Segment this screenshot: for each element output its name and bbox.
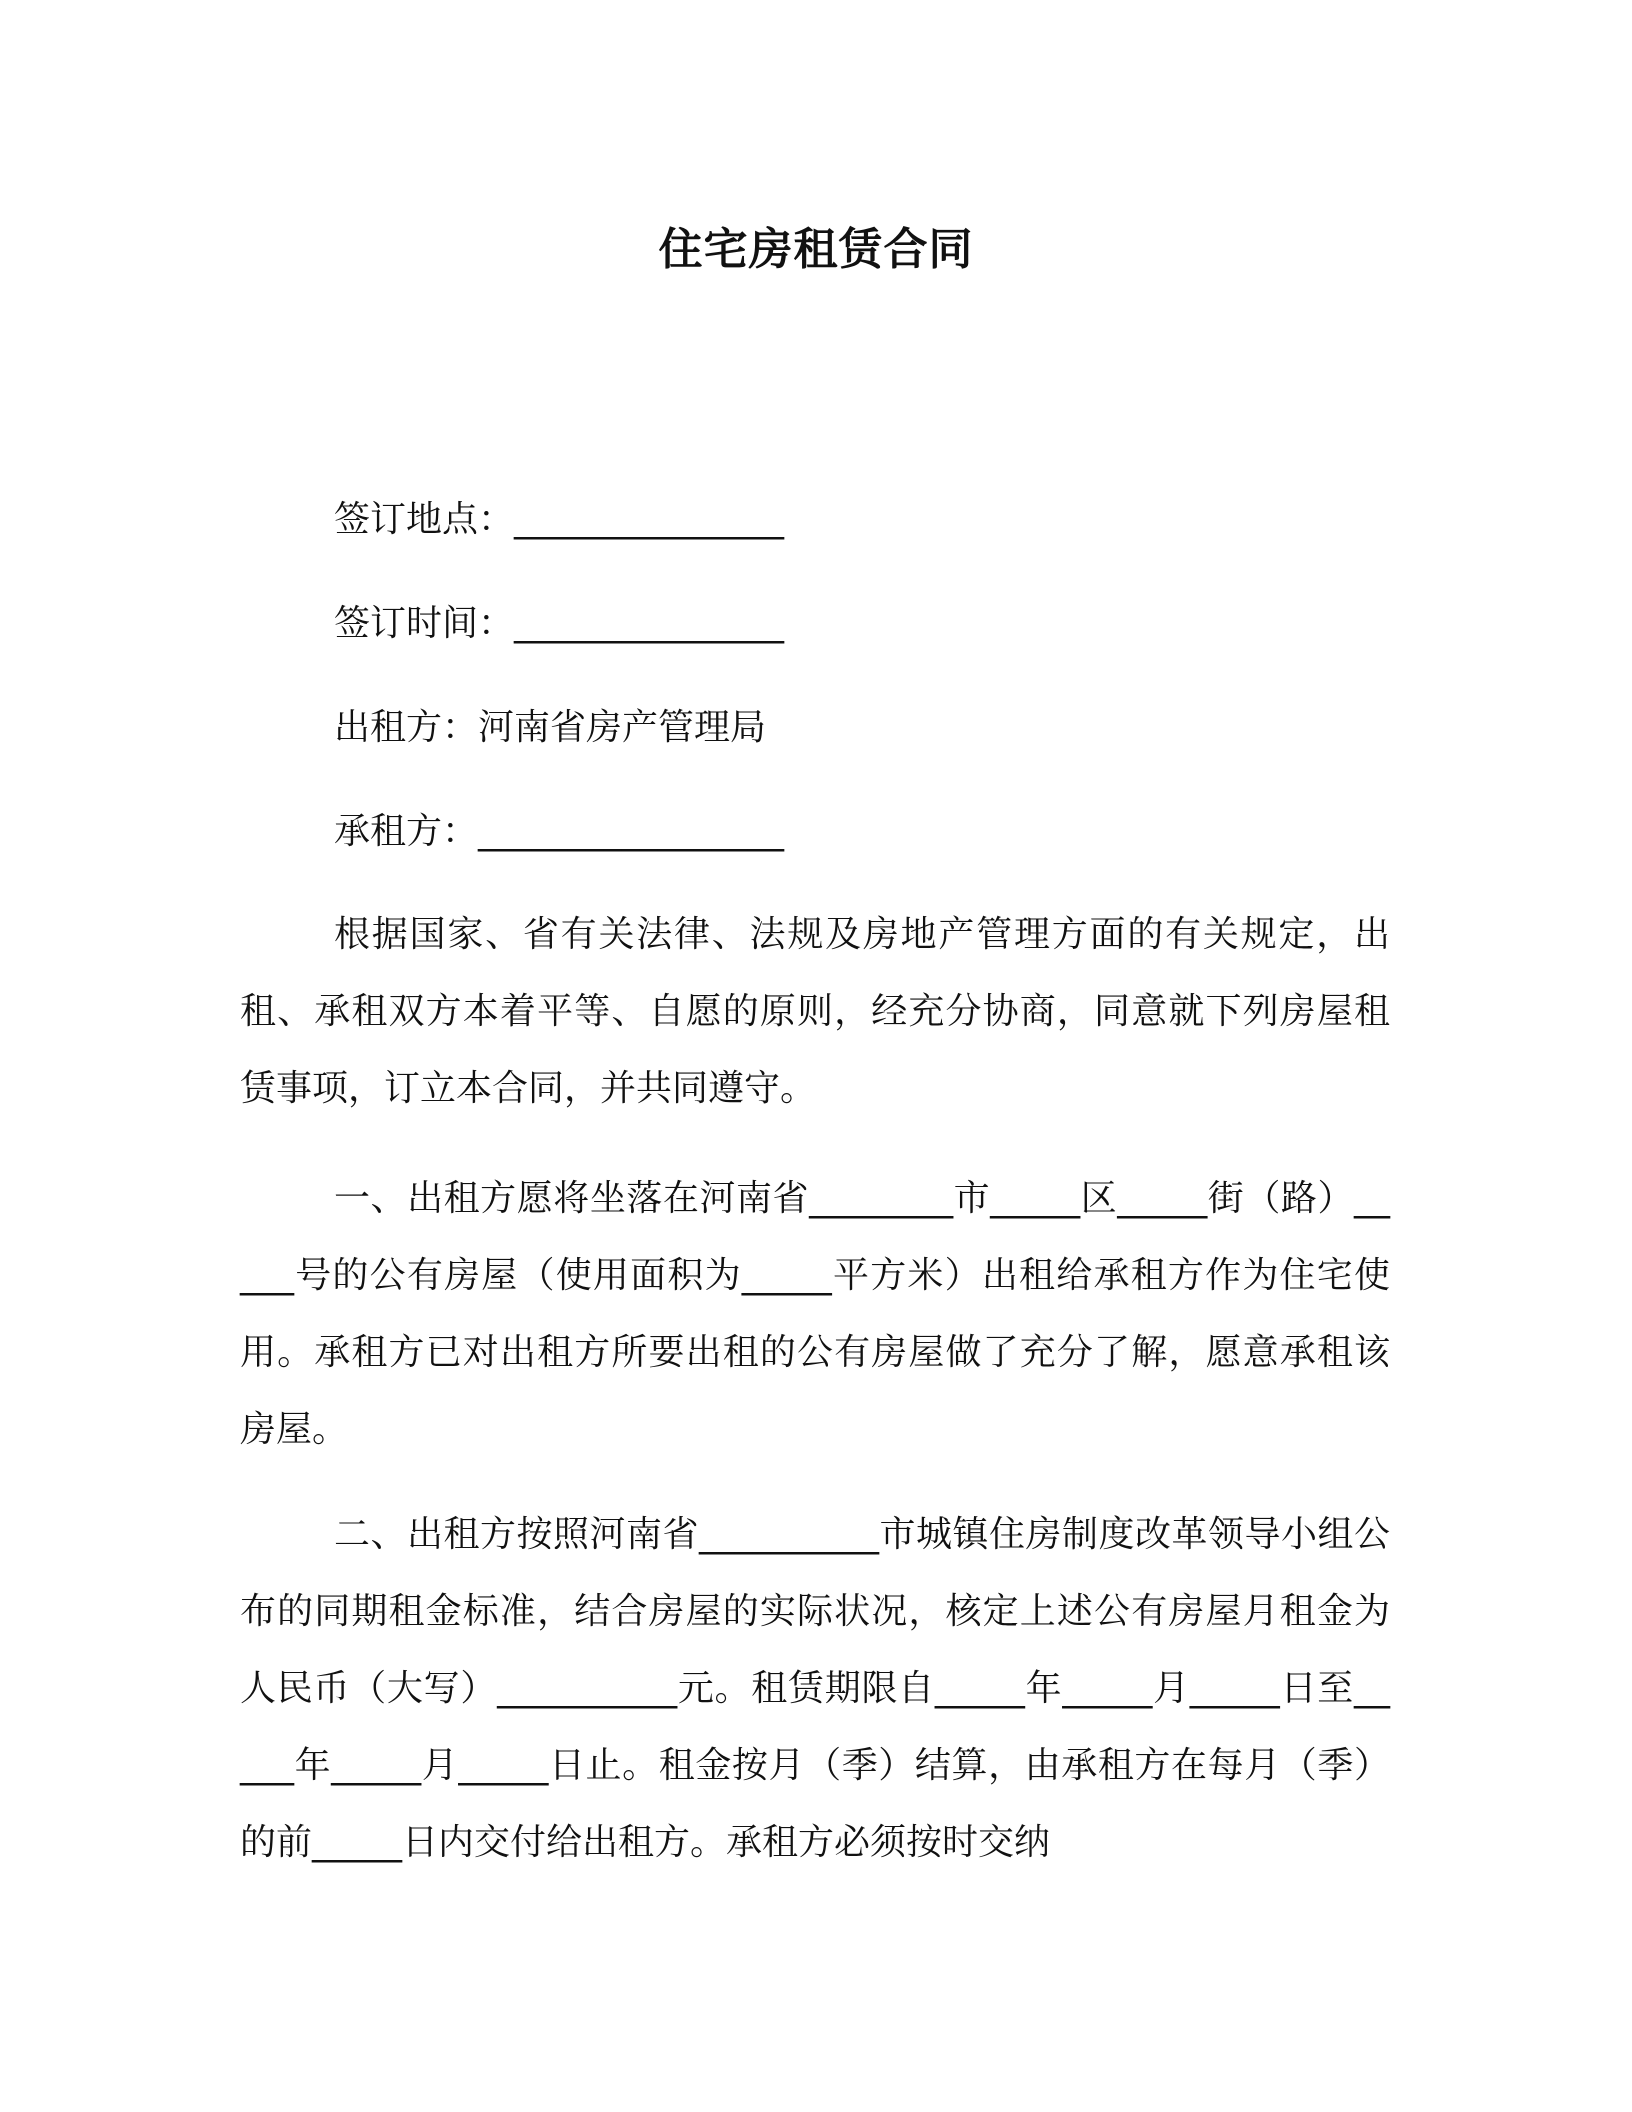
clause-two-paragraph: 二、出租方按照河南省__________市城镇住房制度改革领导小组公布的同期租金标准，结合房屋的实际状况，核定上述公有房屋月租金为人民币（大写）__________元。租赁期限自_____年_____月_____日至_____年_____月_____日止。租金按月（季）结算，由承租方在每月（季）的前_____日内交付给出租方。承租方必须按时交纳 (240, 1514, 1390, 1863)
clause-one-paragraph: 一、出租方愿将坐落在河南省________市_____区_____街（路）_____号的公有房屋（使用面积为_____平方米）出租给承租方作为住宅使用。承租方已对出租方所要出租的公有房屋做了充分了解，愿意承租该房屋。 (240, 1178, 1390, 1450)
signing-location-field: 签订地点：_______________ (334, 499, 785, 540)
preamble-paragraph: 根据国家、省有关法律、法规及房地产管理方面的有关规定，出租、承租双方本着平等、自愿的原则，经充分协商，同意就下列房屋租赁事项，订立本合同，并共同遵守。 (240, 914, 1390, 1109)
lessee-field: 承租方：_________________ (334, 811, 785, 852)
document-title: 住宅房租赁合同 (658, 224, 974, 275)
lessor-field: 出租方：河南省房产管理局 (334, 707, 767, 748)
signing-time-field: 签订时间：_______________ (334, 603, 785, 644)
